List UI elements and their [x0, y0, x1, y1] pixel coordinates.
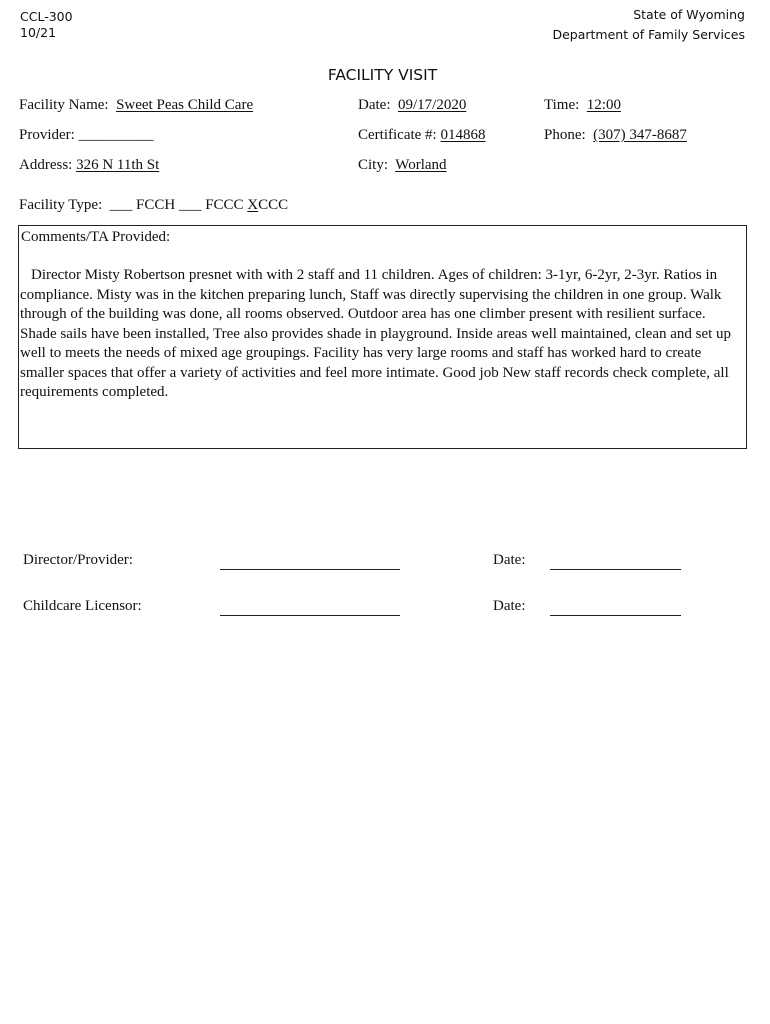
address-field: [19, 157, 159, 174]
ccc-option: CCC: [258, 197, 289, 213]
facility-type-label: Facility Type:: [19, 197, 103, 213]
visit-time-label: Time:: [544, 97, 580, 113]
facility-name-value: Sweet Peas Child Care: [116, 97, 254, 113]
provider-field: [19, 127, 154, 144]
certificate-label: Certificate #:: [358, 127, 437, 143]
phone-value: (307) 347-8687: [593, 127, 687, 143]
address-value: 326 N 11th St: [76, 157, 160, 173]
city-field: [358, 157, 447, 174]
address-label: Address:: [19, 157, 73, 173]
visit-time-value: 12:00: [586, 97, 621, 113]
visit-date-value: 09/17/2020: [397, 97, 467, 113]
ccc-checkmark: X: [247, 197, 259, 213]
licensor-signature-label: Childcare Licensor:: [23, 598, 142, 614]
comments-box: [18, 225, 747, 449]
licensor-signature-line: [220, 615, 400, 616]
visit-time-field: [544, 97, 621, 114]
fccc-checkmark: ___: [178, 197, 202, 213]
form-code: CCL-300: [20, 9, 73, 24]
facility-name-field: [19, 97, 253, 114]
fccc-option: FCCC: [205, 197, 244, 213]
visit-date-label: Date:: [358, 97, 391, 113]
director-signature-label: Director/Provider:: [23, 552, 133, 568]
form-code-block: [20, 9, 73, 41]
licensor-date-line: [550, 615, 681, 616]
director-date-line: [550, 569, 681, 570]
visit-date-field: [358, 97, 466, 114]
department-name: Department of Family Services: [552, 27, 745, 42]
provider-value: __________: [78, 127, 154, 143]
phone-field: [544, 127, 687, 144]
facility-type-field: [19, 197, 288, 214]
provider-label: Provider:: [19, 127, 75, 143]
director-signature-line: [220, 569, 400, 570]
comments-label: Comments/TA Provided:: [21, 229, 171, 245]
city-value: Worland: [395, 157, 447, 173]
certificate-value: 014868: [440, 127, 486, 143]
phone-label: Phone:: [544, 127, 586, 143]
agency-block: [552, 5, 745, 45]
fcch-checkmark: ___: [109, 197, 133, 213]
form-revision-date: 10/21: [20, 25, 57, 40]
page-title: FACILITY VISIT: [327, 66, 438, 84]
director-date-label: Date:: [493, 552, 526, 568]
comments-text: Director Misty Robertson presnet with with 2 staff and 11 children. Ages of children: 3-1yr, 6-2yr, 2-3yr. Ratios in compliance. Misty was in the kitchen preparing lunch, Staff was directly supervising the children in one group. Walk through of the building was done, all rooms observed. Outdoor area has one climber present with resilient surface. Shade sails have been installed, Tree also provides shade in playground. Inside areas well maintained, clean and set up well to meets the needs of mixed age groupings. Facility has very large rooms and staff has worked hard to create smaller spaces that offer a variety of activities and feel more intimate. Good job New staff records check complete, all requirements completed.: [20, 267, 732, 400]
certificate-field: [358, 127, 485, 144]
state-name: State of Wyoming: [633, 7, 745, 22]
facility-name-label: Facility Name:: [19, 97, 109, 113]
fcch-option: FCCH: [136, 197, 176, 213]
licensor-date-label: Date:: [493, 598, 526, 614]
city-label: City:: [358, 157, 389, 173]
